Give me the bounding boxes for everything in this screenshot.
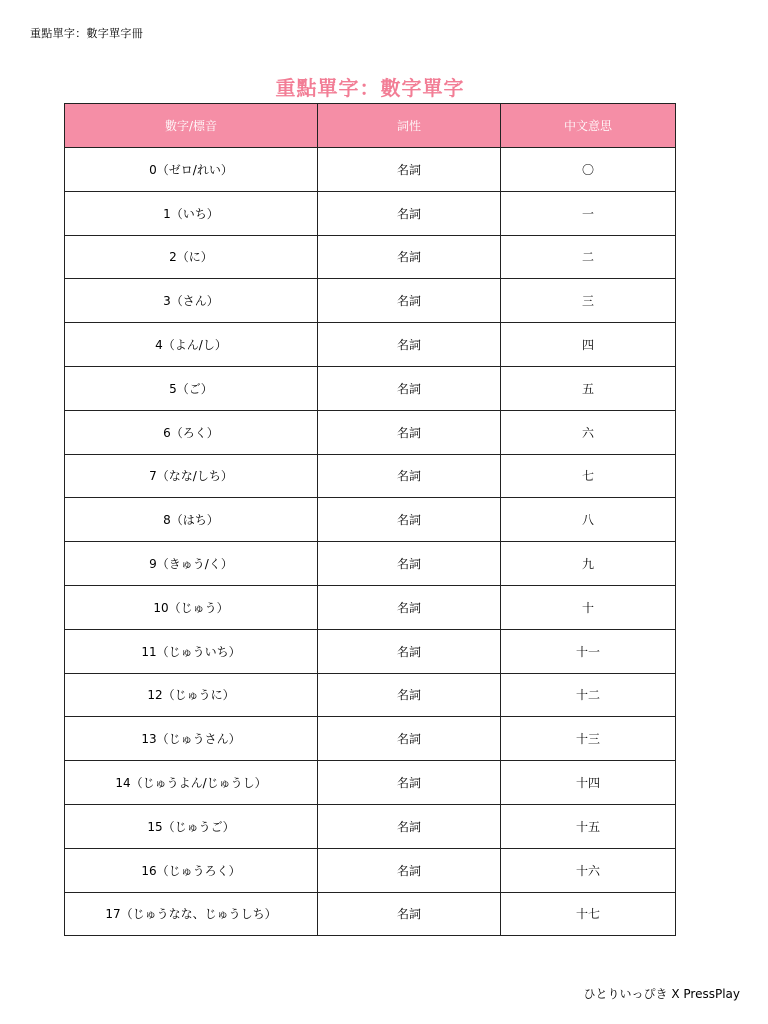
cell-part-of-speech: 名詞 bbox=[318, 542, 501, 586]
table-row bbox=[65, 191, 676, 235]
cell-number-reading: 10（じゅう） bbox=[65, 585, 318, 629]
cell-number-reading: 11（じゅういち） bbox=[65, 629, 318, 673]
cell-number-reading: 15（じゅうご） bbox=[65, 804, 318, 848]
cell-number-reading: 12（じゅうに） bbox=[65, 673, 318, 717]
cell-chinese-meaning: 二 bbox=[501, 235, 676, 279]
cell-chinese-meaning: 四 bbox=[501, 323, 676, 367]
cell-number-reading: 6（ろく） bbox=[65, 410, 318, 454]
page-title: 重點單字：數字單字 bbox=[275, 76, 465, 100]
cell-chinese-meaning: 六 bbox=[501, 410, 676, 454]
cell-chinese-meaning: 十三 bbox=[501, 717, 676, 761]
table-header-row bbox=[65, 104, 676, 148]
table-row bbox=[65, 673, 676, 717]
table-row bbox=[65, 323, 676, 367]
table-row bbox=[65, 366, 676, 410]
table-row bbox=[65, 761, 676, 805]
column-header-chinese-meaning: 中文意思 bbox=[501, 104, 676, 148]
cell-chinese-meaning: 十二 bbox=[501, 673, 676, 717]
cell-part-of-speech: 名詞 bbox=[318, 191, 501, 235]
cell-number-reading: 13（じゅうさん） bbox=[65, 717, 318, 761]
cell-chinese-meaning: 七 bbox=[501, 454, 676, 498]
cell-part-of-speech: 名詞 bbox=[318, 804, 501, 848]
cell-chinese-meaning: 五 bbox=[501, 366, 676, 410]
table-row bbox=[65, 235, 676, 279]
cell-number-reading: 9（きゅう/く） bbox=[65, 542, 318, 586]
cell-part-of-speech: 名詞 bbox=[318, 498, 501, 542]
cell-number-reading: 8（はち） bbox=[65, 498, 318, 542]
table-row bbox=[65, 410, 676, 454]
cell-chinese-meaning: 十 bbox=[501, 585, 676, 629]
cell-part-of-speech: 名詞 bbox=[318, 585, 501, 629]
cell-chinese-meaning: 十七 bbox=[501, 892, 676, 936]
cell-chinese-meaning: 十六 bbox=[501, 848, 676, 892]
table-row bbox=[65, 148, 676, 192]
table-row bbox=[65, 454, 676, 498]
vocabulary-table bbox=[64, 103, 676, 936]
column-header-part-of-speech: 詞性 bbox=[318, 104, 501, 148]
cell-chinese-meaning: 〇 bbox=[501, 148, 676, 192]
cell-part-of-speech: 名詞 bbox=[318, 892, 501, 936]
table-row bbox=[65, 279, 676, 323]
running-header: 重點單字：數字單字冊 bbox=[30, 27, 143, 40]
table-row bbox=[65, 717, 676, 761]
cell-number-reading: 5（ご） bbox=[65, 366, 318, 410]
cell-number-reading: 2（に） bbox=[65, 235, 318, 279]
table-row bbox=[65, 585, 676, 629]
cell-number-reading: 7（なな/しち） bbox=[65, 454, 318, 498]
cell-part-of-speech: 名詞 bbox=[318, 848, 501, 892]
cell-chinese-meaning: 一 bbox=[501, 191, 676, 235]
cell-part-of-speech: 名詞 bbox=[318, 279, 501, 323]
table-row bbox=[65, 892, 676, 936]
table-body bbox=[65, 148, 676, 936]
cell-part-of-speech: 名詞 bbox=[318, 629, 501, 673]
cell-number-reading: 0（ゼロ/れい） bbox=[65, 148, 318, 192]
footer-credit: ひとりいっぴき X PressPlay bbox=[583, 987, 740, 1001]
cell-part-of-speech: 名詞 bbox=[318, 673, 501, 717]
cell-number-reading: 17（じゅうなな、じゅうしち） bbox=[65, 892, 318, 936]
cell-chinese-meaning: 十一 bbox=[501, 629, 676, 673]
cell-chinese-meaning: 八 bbox=[501, 498, 676, 542]
table-row bbox=[65, 629, 676, 673]
cell-chinese-meaning: 九 bbox=[501, 542, 676, 586]
cell-number-reading: 14（じゅうよん/じゅうし） bbox=[65, 761, 318, 805]
column-header-number-reading: 數字/標音 bbox=[65, 104, 318, 148]
cell-number-reading: 1（いち） bbox=[65, 191, 318, 235]
table-row bbox=[65, 848, 676, 892]
table-row bbox=[65, 804, 676, 848]
cell-number-reading: 3（さん） bbox=[65, 279, 318, 323]
cell-part-of-speech: 名詞 bbox=[318, 366, 501, 410]
cell-part-of-speech: 名詞 bbox=[318, 235, 501, 279]
cell-chinese-meaning: 十四 bbox=[501, 761, 676, 805]
cell-part-of-speech: 名詞 bbox=[318, 761, 501, 805]
cell-number-reading: 4（よん/し） bbox=[65, 323, 318, 367]
cell-number-reading: 16（じゅうろく） bbox=[65, 848, 318, 892]
cell-chinese-meaning: 三 bbox=[501, 279, 676, 323]
cell-chinese-meaning: 十五 bbox=[501, 804, 676, 848]
cell-part-of-speech: 名詞 bbox=[318, 454, 501, 498]
table-row bbox=[65, 498, 676, 542]
cell-part-of-speech: 名詞 bbox=[318, 148, 501, 192]
cell-part-of-speech: 名詞 bbox=[318, 323, 501, 367]
table-row bbox=[65, 542, 676, 586]
cell-part-of-speech: 名詞 bbox=[318, 717, 501, 761]
cell-part-of-speech: 名詞 bbox=[318, 410, 501, 454]
